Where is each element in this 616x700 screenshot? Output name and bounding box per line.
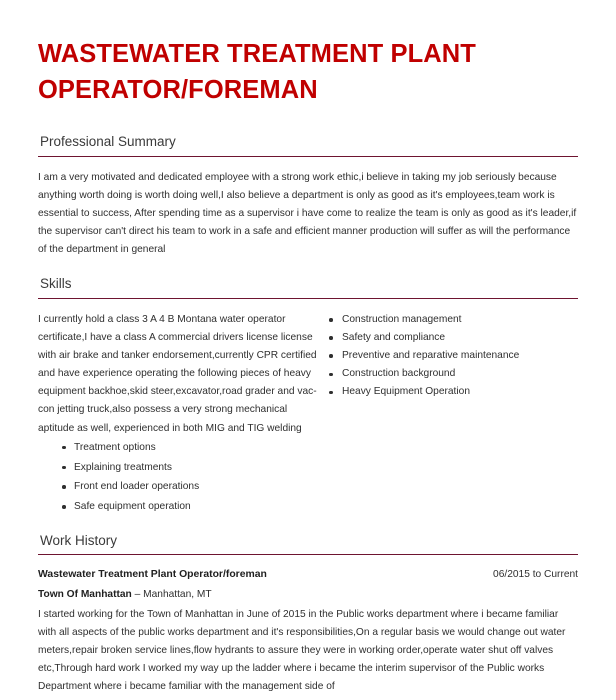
skills-right-bullet-list (326, 311, 578, 402)
skills-left-column (38, 311, 322, 518)
list-item: Heavy Equipment Operation (326, 383, 578, 401)
list-item: Explaining treatments (60, 458, 322, 478)
job-title: Wastewater Treatment Plant Operator/foreman (38, 569, 267, 581)
skills-paragraph: I currently hold a class 3 A 4 B Montana water operator certificate,I have a class A commercial drivers license license with air brake and tanker endorsement,currently CPR certified and have experience operating the following pieces of heavy equipment backhoe,skid steer,excavator,road grader and vac-con jetting truck,also possess a very strong mechanical aptitude as well, experienced in both MIG and TIG welding (38, 313, 317, 434)
list-item: Safe equipment operation (60, 497, 322, 517)
list-item: Construction management (326, 311, 578, 329)
list-item: Safety and compliance (326, 329, 578, 347)
job-separator-dash: – (134, 589, 141, 601)
list-item: Construction background (326, 365, 578, 383)
list-item: Preventive and reparative maintenance (326, 347, 578, 365)
job-company-line (38, 586, 578, 604)
section-heading-work-history: Work History (40, 533, 118, 549)
job-dates: 06/2015 to Current (493, 569, 578, 581)
section-divider-skills (38, 298, 578, 299)
list-item: Front end loader operations (60, 477, 322, 497)
job-description: I started working for the Town of Manhattan in June of 2015 in the Public works department where i became familiar with all aspects of the public works department and it's responsibilities,On a regular basis we would change out water meters,repair broken service lines,flow hydrants to assure they were in working order,operate water shut off valves etc,Through hard work I worked my way up the ladder where i became the interim supervisor of the Public works Department where i became familiar with the management side of (38, 608, 566, 693)
skills-right-column (322, 311, 578, 402)
section-professional-summary (38, 134, 578, 259)
section-heading-skills: Skills (40, 276, 72, 292)
section-divider-work-history (38, 554, 578, 555)
skills-left-bullet-list (38, 438, 322, 518)
skills-columns (38, 311, 578, 518)
section-heading-professional-summary: Professional Summary (40, 134, 176, 150)
resume-content (38, 36, 578, 696)
job-location: Manhattan, MT (143, 589, 212, 601)
work-history-entry (38, 567, 578, 696)
section-work-history (38, 533, 578, 696)
job-company: Town Of Manhattan (38, 589, 132, 601)
list-item: Treatment options (60, 438, 322, 458)
section-divider-professional-summary (38, 156, 578, 157)
job-headline (38, 567, 578, 584)
section-skills (38, 276, 578, 517)
professional-summary-text: I am a very motivated and dedicated employee with a strong work ethic,i believe in taking my job seriously because anything worth doing is worth doing well,I also believe a department is only as good as it's employees,team work is essential to success, After spending time as a supervisor i have come to realize the team is only as good as it's leader,if the supervisor can't direct his team to work in a safe and efficient manner production will suffer as will the performance of the department in general (38, 171, 577, 256)
resume-title: WASTEWATER TREATMENT PLANT OPERATOR/FOREMAN (38, 40, 476, 105)
